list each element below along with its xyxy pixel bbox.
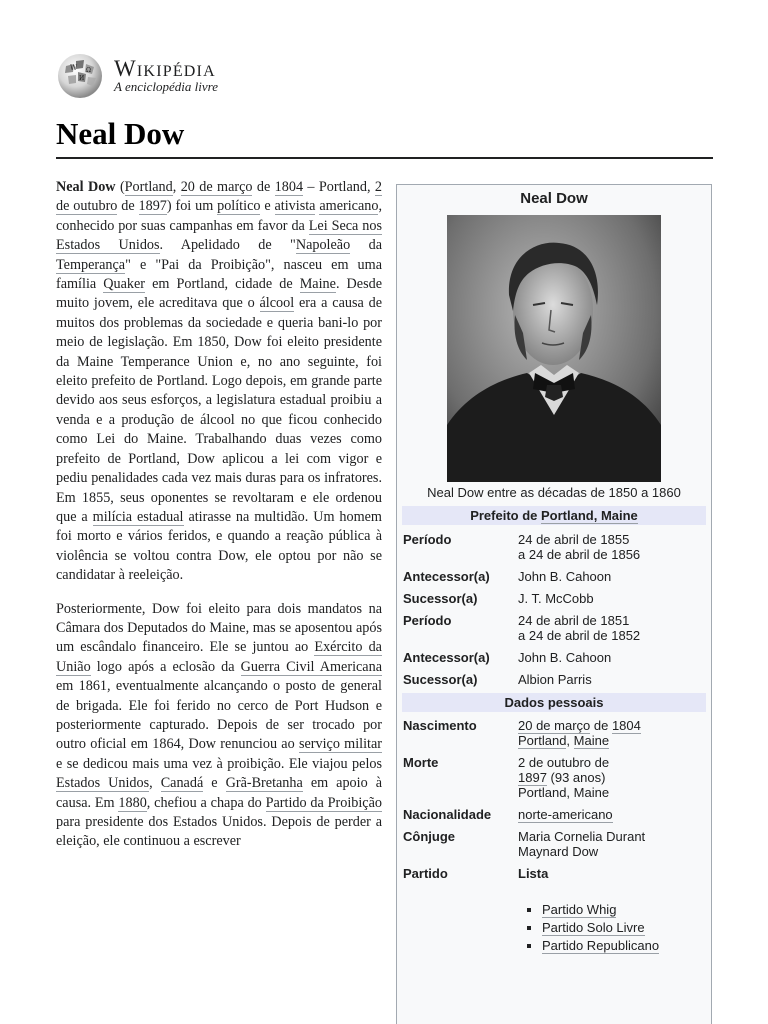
article-text: de — [252, 179, 275, 195]
article-link[interactable]: Quaker — [103, 276, 146, 293]
article-link[interactable]: milícia estadual — [92, 508, 184, 525]
infobox-value — [518, 672, 705, 687]
article-text: ) foi um — [166, 198, 218, 215]
article-text: de — [117, 198, 139, 215]
infobox-row — [397, 613, 711, 643]
infobox-label: Antecessor(a) — [403, 569, 490, 584]
svg-text:W: W — [70, 64, 78, 72]
infobox-row — [397, 672, 711, 687]
article-link[interactable]: Portland — [124, 179, 173, 195]
infobox-value — [518, 718, 705, 748]
infobox-row — [397, 569, 711, 584]
article-link[interactable]: 1804 — [274, 179, 304, 195]
party-link-republican[interactable]: Partido Republicano — [542, 938, 660, 953]
infobox-label: Período — [403, 613, 452, 628]
article-text: para presidente dos Estados Unidos. Depois de perder a eleição, ele continuou a escrever — [56, 814, 382, 850]
wikipedia-globe-icon — [56, 52, 104, 100]
article-link[interactable]: 2 de outubro — [56, 179, 382, 215]
birth-year-link[interactable]: 1804 — [611, 718, 641, 733]
article-link[interactable]: álcool — [259, 295, 295, 312]
infobox-value — [518, 569, 705, 584]
list-item — [542, 919, 705, 937]
title-divider — [56, 157, 713, 159]
article-text: , — [172, 179, 181, 195]
article-link[interactable]: Lei Seca nos Estados Unidos — [56, 217, 382, 254]
article-link[interactable]: Temperança — [56, 256, 126, 273]
infobox-label: Nascimento — [403, 718, 477, 733]
party-link-whig[interactable]: Partido Whig — [542, 902, 617, 917]
article-text: – Portland, — [303, 179, 375, 195]
article-link[interactable]: Partido da Proibição — [265, 794, 382, 811]
article-text: , — [149, 775, 161, 792]
party-list — [518, 901, 705, 955]
article-link[interactable]: 1897 — [138, 198, 167, 215]
article-text: em apoio à causa. Em — [56, 775, 382, 811]
article-paragraph-2 — [56, 600, 382, 852]
infobox-value-line: John B. Cahoon — [518, 569, 612, 584]
mayor-rows — [397, 532, 711, 687]
wikipedia-wordmark: Wikipédia — [114, 56, 216, 81]
article-paragraph-1 — [56, 178, 382, 586]
spouse-line: Maria Cornelia Durant — [518, 829, 646, 844]
article-text: " e "Pai da Proibição", nasceu em uma família — [56, 256, 382, 293]
death-date: 2 de outubro de — [518, 755, 610, 770]
infobox-value-line: a 24 de abril de 1856 — [518, 547, 641, 562]
infobox-value-line: John B. Cahoon — [518, 650, 612, 665]
article-text: em 1861, eventualmente alcançando o posto de general de brigada. Ele foi ferido no cerco de Port Hudson e posteriormente capturado. Depois de ser trocado por outro oficial em 1864, Dow renunciou ao — [56, 678, 382, 753]
infobox-row — [397, 591, 711, 606]
birth-date-separator: de — [590, 718, 612, 733]
article-link[interactable]: serviço militar — [298, 736, 382, 753]
infobox-row-nationality — [397, 807, 711, 822]
svg-text:И: И — [79, 75, 85, 82]
infobox-title: Neal Dow — [520, 190, 588, 207]
spouse-line: Maynard Dow — [518, 844, 599, 859]
portland-maine-link[interactable]: Portland, Maine — [541, 508, 638, 523]
infobox-value — [518, 591, 705, 606]
article-text: , conhecido por suas campanhas em favor da — [56, 198, 382, 234]
infobox-label: Sucessor(a) — [403, 672, 478, 687]
infobox-value-line: 24 de abril de 1855 — [518, 532, 630, 547]
infobox-label: Cônjuge — [403, 829, 455, 844]
article-text: e — [260, 198, 275, 215]
party-list-toggle[interactable]: Lista — [518, 866, 549, 881]
portrait-photo[interactable] — [447, 215, 661, 482]
infobox-value — [518, 755, 705, 800]
article-link[interactable]: Maine — [299, 276, 336, 293]
party-link-free-soil[interactable]: Partido Solo Livre — [542, 920, 645, 935]
portrait-caption: Neal Dow entre as décadas de 1850 a 1860 — [427, 485, 681, 500]
article-link[interactable]: Canadá — [160, 775, 204, 792]
infobox-value — [518, 829, 705, 859]
infobox-value-line: 24 de abril de 1851 — [518, 613, 630, 628]
birth-date-link[interactable]: 20 de março — [518, 718, 591, 733]
infobox-row-death — [397, 755, 711, 800]
article-text: . Apelidado de " — [159, 237, 296, 254]
article-link[interactable]: Estados Unidos — [56, 775, 150, 792]
page-title: Neal Dow — [56, 116, 185, 151]
article-link[interactable]: ativista — [274, 198, 316, 215]
infobox-row — [397, 650, 711, 665]
article-link[interactable]: americano — [319, 198, 379, 215]
section-header-mayor-text: Prefeito de — [470, 508, 541, 523]
infobox — [396, 184, 712, 1024]
infobox-value-line: J. T. McCobb — [518, 591, 594, 606]
infobox-row-party — [397, 866, 711, 955]
list-item — [542, 937, 705, 955]
infobox-value — [518, 650, 705, 665]
article-link[interactable]: Exército da União — [56, 639, 382, 675]
death-place: Portland, Maine — [518, 785, 610, 800]
infobox-value — [518, 613, 705, 643]
article-text: logo após a eclosão da — [90, 658, 241, 675]
birth-place-link-maine[interactable]: Maine — [573, 733, 610, 748]
article-link[interactable]: Grã-Bretanha — [225, 775, 303, 792]
infobox-row-spouse — [397, 829, 711, 859]
birth-place-link-portland[interactable]: Portland — [518, 733, 567, 748]
article-text: ( — [115, 179, 125, 195]
section-header-mayor — [402, 506, 706, 525]
death-year-link[interactable]: 1897 — [518, 770, 547, 785]
nationality-link[interactable]: norte-americano — [518, 807, 613, 822]
wikipedia-logo[interactable] — [56, 52, 218, 100]
article-text: Posteriormente, Dow foi eleito para dois mandatos na Câmara dos Deputados do Maine, mas se aposentou após um escândalo financeiro. Ele se juntou ao — [56, 600, 382, 656]
article-body — [56, 178, 382, 866]
infobox-value — [518, 532, 705, 562]
article-text: e se dedicou mais uma vez à proibição. Ele viajou pelos — [56, 755, 382, 772]
infobox-label: Partido — [403, 866, 448, 881]
article-link[interactable]: político — [217, 198, 261, 215]
list-item — [542, 901, 705, 919]
article-link[interactable]: 20 de março — [180, 179, 253, 195]
svg-text:Ω: Ω — [86, 67, 91, 74]
infobox-label: Período — [403, 532, 452, 547]
article-text: da — [350, 237, 383, 254]
infobox-value-line: a 24 de abril de 1852 — [518, 628, 641, 643]
article-text: e — [203, 775, 226, 792]
death-age: (93 anos) — [546, 770, 606, 785]
article-text: em Portland, cidade de — [145, 276, 300, 293]
infobox-label: Morte — [403, 755, 439, 770]
infobox-label: Sucessor(a) — [403, 591, 478, 606]
article-text: , chefiou a chapa do — [146, 794, 266, 811]
birth-place-separator: , — [566, 733, 574, 748]
infobox-label: Nacionalidade — [403, 807, 492, 822]
article-link[interactable]: Guerra Civil Americana — [240, 658, 382, 675]
infobox-value — [518, 866, 705, 955]
infobox-row-birth — [397, 718, 711, 748]
article-subject: Neal Dow — [56, 179, 116, 195]
wikipedia-tagline: A enciclopédia livre — [114, 79, 218, 94]
infobox-row — [397, 532, 711, 562]
article-text: atirasse na multidão. Um homem foi morto e vários feridos, e quando a reação pública à violência se voltou contra Dow, ele optou por não se candidatar à reeleição. — [56, 508, 382, 584]
article-link[interactable]: Napoleão — [295, 237, 351, 254]
section-header-personal: Dados pessoais — [402, 693, 706, 712]
article-text: . Desde muito jovem, ele acreditava que o — [56, 276, 382, 312]
infobox-label: Antecessor(a) — [403, 650, 490, 665]
article-link[interactable]: 1880 — [118, 794, 147, 811]
infobox-value-line: Albion Parris — [518, 672, 592, 687]
article-text: era a causa de muitos dos problemas da sociedade e queria bani-lo por meio de legislação. Em 1850, Dow foi eleito presidente da Maine Temperance Union e, no ano seguinte, foi eleito prefeito de Portland. Logo depois, em grande parte devido aos seus esforços, a legislatura estadual proibiu a venda e a produção de álcool no que ficou conhecido como Lei do Maine. Trabalhando duas vezes como prefeito de Portland, Dow aplicou a lei com vigor e pediu penalidades cada vez mais duras para os infratores. Em 1855, seus oponentes se revoltaram e ele ordenou que a — [56, 295, 383, 525]
